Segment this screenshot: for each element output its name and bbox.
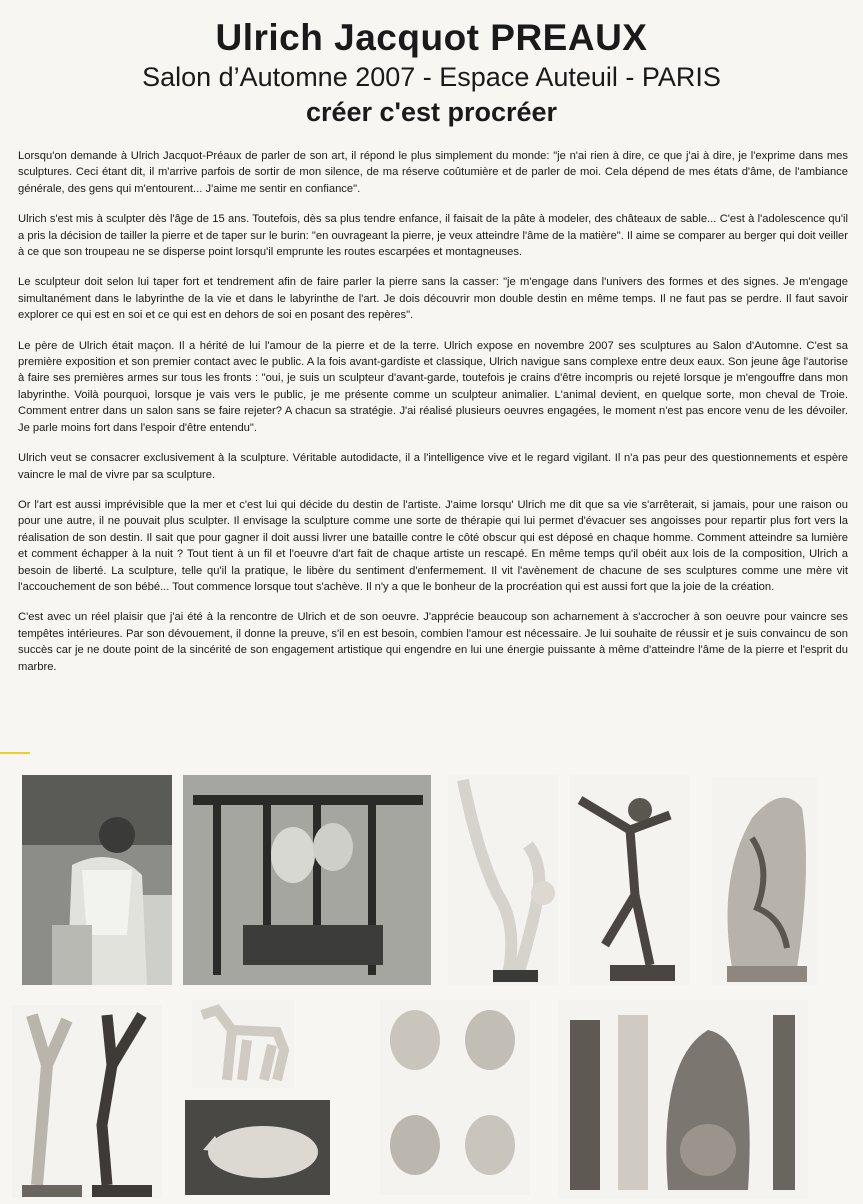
photo-horse-sculpture <box>192 1000 294 1088</box>
photo-standing-figures-group <box>558 1000 808 1198</box>
paragraph-6: Or l'art est aussi imprévisible que la mer et c'est lui qui décide du destin de l'artiste. J'aime lorsqu' Ulrich me dit que sa vie s'arrêterait, si jamais, pour une raison ou pour une autre, il ne pouvait plus sculpter. Il envisage la sculpture comme une sorte de thérapie qui lui permet d'évacuer ses angoisses pour repartir plus fort vers la réalisation de son destin. Il sait que pour gagner il doit aussi livrer une bataille contre le côté obscur qui est déposé en chaque homme. Comment atteindre sa lumière et comment échapper à la nuit ? Tout tient à un fil et l'oeuvre d'art fait de chaque artiste un rescapé. En même temps qu'il obéit aux lois de la composition, Ulrich a besoin de liberté. La sculpture, telle qu'il la pratique, le libère du sentiment d'enfermement. Il vit l'avènement de chacune de ses sculptures comme une mère vit l'accouchement de son bébé... Tout commence lorsque tout s'achève. Il n'y a que le bonheur de la procréation qui est aussi fort que la joie de la création. <box>18 498 848 593</box>
tagline: créer c'est procréer <box>305 97 558 127</box>
photo-acrobat-sculpture <box>448 775 558 985</box>
article-body <box>18 148 848 689</box>
photo-crouching-figures <box>380 1000 530 1195</box>
paragraph-2: Ulrich s'est mis à sculpter dès l'âge de 15 ans. Toutefois, dès sa plus tendre enfance, il faisait de la pâte à modeler, des châteaux de sable... C'est à l'adolescence qu'il a pris la décision de tailler la pierre et de taper sur le burin: "en ouvrageant la pierre, je veux atteindre l'âme de la matière". Il aime se comparer au berger qui doit veiller à ce que son troupeau ne se disperse point lorsqu'il emprunte les routes escarpées et montagneuses. <box>18 213 848 259</box>
paragraph-4: Le père de Ulrich était maçon. Il a hérité de lui l'amour de la pierre et de la terre. Ulrich expose en novembre 2007 ses sculptures au Salon d'Automne. C'est sa première exposition et son premier contact avec le public. A la fois avant-gardiste et classique, Ulrich navigue sans complexe entre deux eaux. Son jeune âge l'autorise à faire ses premières armes sur tous les fronts : "oui, je suis un sculpteur d'avant-garde, toutefois je crains d'être incompris ou rejeté lorsque je m'engouffre dans mon labyrinthe. Voilà pourquoi, lorsque je vais vers le public, je me présente comme un sculpteur animalier. L'animal devient, en quelque sorte, mon cheval de Troie. Comment entrer dans un salon sans se faire rejeter? A chacun sa stratégie. J'ai réalisé plusieurs oeuvres engagées, le moment n'est pas encore venu de les dévoiler. Je parle moins fort dans l'espoir d'être entendu". <box>18 339 848 434</box>
photo-sculptor-at-work <box>22 775 172 985</box>
paragraph-1: Lorsqu'on demande à Ulrich Jacquot-Préaux de parler de son art, il répond le plus simplement du monde: "je n'ai rien à dire, ce que j'ai à dire, je l'exprime dans mes sculptures. Ceci étant dit, il m'arrive parfois de sortir de mon silence, de ma réserve coûtumière et de parler de moi. Cela dépend de mes états d'âme, de l'ambiance générale, des gens qui m'entourent... J'aime me sentir en confiance". <box>18 150 848 195</box>
photo-caged-heads-sculpture <box>183 775 431 985</box>
paragraph-5: Ulrich veut se consacrer exclusivement à la sculpture. Véritable autodidacte, il a l'intelligence vive et le regard vigilant. Il n'a pas peur des questionnements et espère vaincre le mal de vivre par sa sculpture. <box>18 452 848 481</box>
paragraph-7: C'est avec un réel plaisir que j'ai été à la rencontre de Ulrich et de son oeuvre. J'apprécie beaucoup son acharnement à s'accrocher à son oeuvre pour vaincre ses tempêtes intérieures. Par son dévouement, il donne la preuve, s'il en est besoin, combien l'amour est nécessaire. Je lui souhaite de réussir et je suis convaincu de son succès car je ne doute point de la sincérité de son engagement artistique qui engendre en lui une énergie puissante à même d'atteindre l'âme de la pierre et l'esprit du marbre. <box>18 611 848 673</box>
exhibition-subtitle: Salon d’Automne 2007 - Espace Auteuil - PARIS <box>142 62 721 92</box>
paragraph-3: Le sculpteur doit selon lui taper fort et tendrement afin de faire parler la pierre sans la casser: "je m'engage dans l'univers des formes et des signes. Je m'engage simultanément dans le labyrinthe de la vie et dans le labyrinthe de l'art. Je dois découvrir mon double destin en même temps. Il ne faut pas se perdre. Il faut savoir explorer ce qui est en soi et ce qui est en dehors de soi en posant des repères". <box>18 276 848 322</box>
artist-name: Ulrich Jacquot PREAUX <box>215 17 648 58</box>
header <box>0 16 863 130</box>
photo-dancer-sculpture <box>570 775 690 985</box>
photo-rhinoceros-sculpture <box>185 1100 330 1195</box>
photo-raised-arms-figures <box>12 1005 162 1198</box>
photo-abstract-sculpture <box>712 778 817 985</box>
accent-rule <box>0 752 30 754</box>
